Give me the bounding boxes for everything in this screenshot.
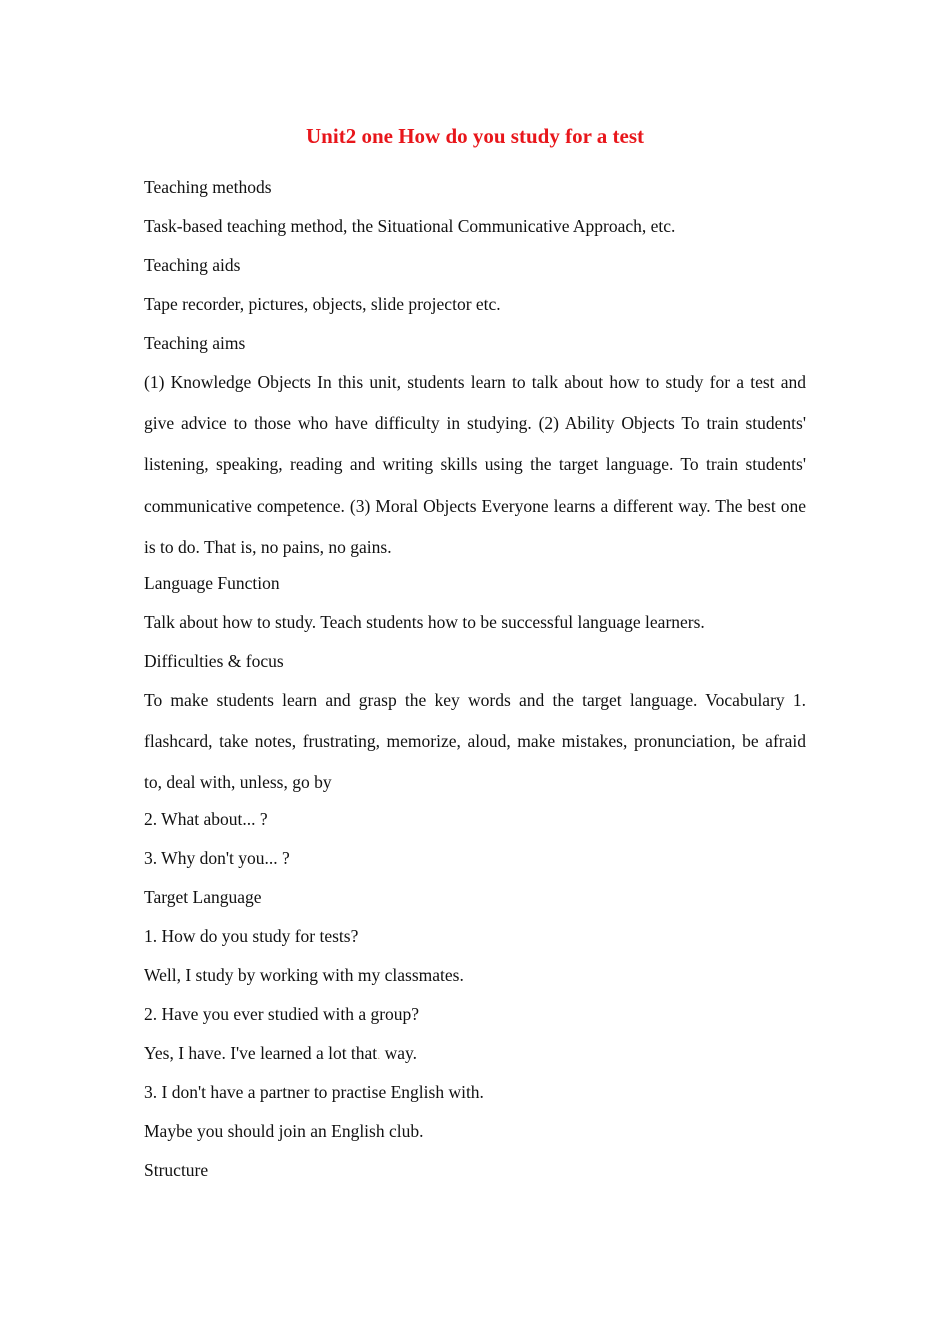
answer-2-dot: . <box>377 1047 381 1062</box>
what-about-item: 2. What about... ? <box>144 808 268 829</box>
language-function-text: Talk about how to study. Teach students how to be successful language learners. <box>144 612 705 633</box>
document-body <box>144 170 806 1192</box>
answer-1: Well, I study by working with my classmates. <box>144 964 464 985</box>
language-function-heading: Language Function <box>144 573 280 594</box>
answer-2-part-2: way. <box>380 1042 417 1063</box>
question-3: 3. I don't have a partner to practise English with. <box>144 1081 484 1102</box>
document-title: Unit2 one How do you study for a test <box>306 124 644 148</box>
question-1: 1. How do you study for tests? <box>144 925 359 946</box>
answer-2-part-1: Yes, I have. I've learned a lot that <box>144 1042 378 1063</box>
difficulties-text: To make students learn and grasp the key words and the target language. Vocabulary 1. flashcard, take notes, frustrating, memorize, aloud, make mistakes, pronunciation, be afraid to, deal with, unless, go by <box>144 690 806 793</box>
difficulties-heading: Difficulties & focus <box>144 651 284 672</box>
teaching-methods-heading: Teaching methods <box>144 177 272 197</box>
structure-heading: Structure <box>144 1159 209 1180</box>
target-language-heading: Target Language <box>144 886 262 907</box>
question-2: 2. Have you ever studied with a group? <box>144 1003 420 1024</box>
teaching-methods-text: Task-based teaching method, the Situational Communicative Approach, etc. <box>144 216 676 236</box>
teaching-aids-text: Tape recorder, pictures, objects, slide projector etc. <box>144 294 501 314</box>
answer-3: Maybe you should join an English club. <box>144 1120 424 1141</box>
why-dont-you-item: 3. Why don't you... ? <box>144 847 290 868</box>
teaching-aims-text: (1) Knowledge Objects In this unit, students learn to talk about how to study for a test and give advice to those who have difficulty in studying. (2) Ability Objects To train students' listening, speaking, reading and writing skills using the target language. To train students' communicative competence. (3) Moral Objects Everyone learns a different way. The best one is to do. That is, no pains, no gains. <box>144 372 806 557</box>
answer-2 <box>144 1036 806 1075</box>
teaching-aids-heading: Teaching aids <box>144 255 241 275</box>
teaching-aims-heading: Teaching aims <box>144 333 246 353</box>
